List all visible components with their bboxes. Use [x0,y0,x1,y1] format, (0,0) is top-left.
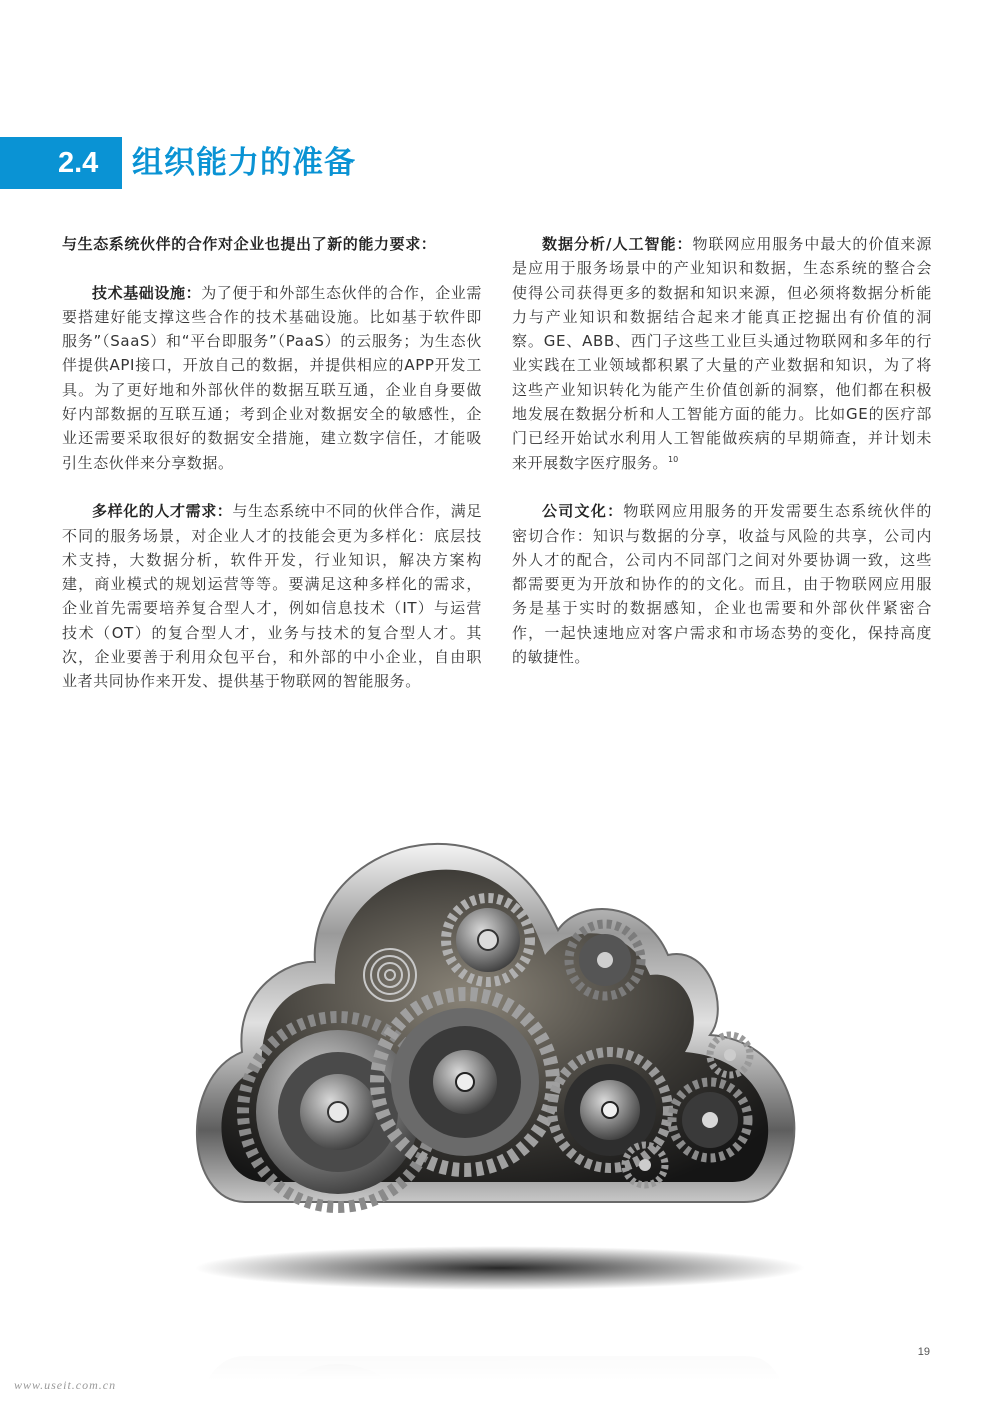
paragraph-text: 物联网应用服务中最大的价值来源是应用于服务场景中的产业知识和数据，生态系统的整合会使得公司获得更多的数据和知识来源，但必须将数据分析能力与产业知识和数据结合起来才能真正挖掘出有价值的洞察。GE、ABB、西门子这些工业巨头通过物联网和多年的行业实践在工业领域都积累了大量的产业数据和知识，为了将这些产业知识转化为能产生价值创新的洞察，他们都在积极地发展在数据分析和人工智能方面的能力。比如GE的医疗部门已经开始试水利用人工智能做疾病的早期筛查，并计划未来开展数字医疗服务。 [512,235,932,472]
paragraph-company-culture [512,499,932,669]
paragraph-text: 为了便于和外部生态伙伴的合作，企业需要搭建好能支撑这些合作的技术基础设施。比如基于软件即服务”（SaaS）和“平台即服务”（PaaS）的云服务；为生态伙伴提供API接口，开放自己的数据，并提供相应的APP开发工具。为了更好地和外部伙伴的数据互联互通，企业自身要做好内部数据的互联互通；考到企业对数据安全的敏感性，企业还需要采取很好的数据安全措施，建立数字信任，才能吸引生态伙伴来分享数据。 [62,283,483,472]
paragraph-lead: 技术基础设施： [92,283,202,302]
paragraph-lead: 数据分析/人工智能： [542,235,693,253]
cloud-shadow [195,1246,805,1290]
page-number: 19 [917,1346,930,1358]
paragraph-lead: 多样化的人才需求： [92,502,233,521]
right-column [512,232,932,669]
intro-paragraph: 与生态系统伙伴的合作对企业也提出了新的能力要求： [62,235,437,253]
paragraph-lead: 公司文化： [542,502,624,521]
reflection-fade [170,1296,830,1380]
watermark: www.useit.com.cn [14,1378,117,1392]
paragraph-data-analytics-ai [512,232,932,475]
paragraph-tech-infrastructure [62,281,482,475]
paragraph-talent-needs [62,499,482,693]
left-column [62,232,482,694]
cloud-gears-illustration [170,820,830,1380]
section-number: 2.4 [58,147,99,179]
footnote-reference: 10 [668,454,679,464]
section-title: 组织能力的准备 [132,145,356,181]
paragraph-text: 物联网应用服务的开发需要生态系统伙伴的密切合作：知识与数据的分享，收益与风险的共享，公司内外人才的配合，公司内不同部门之间对外要协调一致，这些都需要更为开放和协作的的文化。而且，由于物联网应用服务是基于实时的数据感知，企业也需要和外部伙伴紧密合作，一起快速地应对客户需求和市场态势的变化，保持高度的敏捷性。 [512,502,932,667]
paragraph-text: 与生态系统中不同的伙伴合作，满足不同的服务场景，对企业人才的技能会更为多样化：底层技术支持，大数据分析，软件开发，行业知识，解决方案构建，商业模式的规划运营等等。要满足这种多样化的需求，企业首先需要培养复合型人才，例如信息技术（IT）与运营技术（OT）的复合型人才，业务与技术的复合型人才。其次，企业要善于利用众包平台，和外部的中小企业，自由职业者共同协作来开发、提供基于物联网的智能服务。 [62,502,483,691]
